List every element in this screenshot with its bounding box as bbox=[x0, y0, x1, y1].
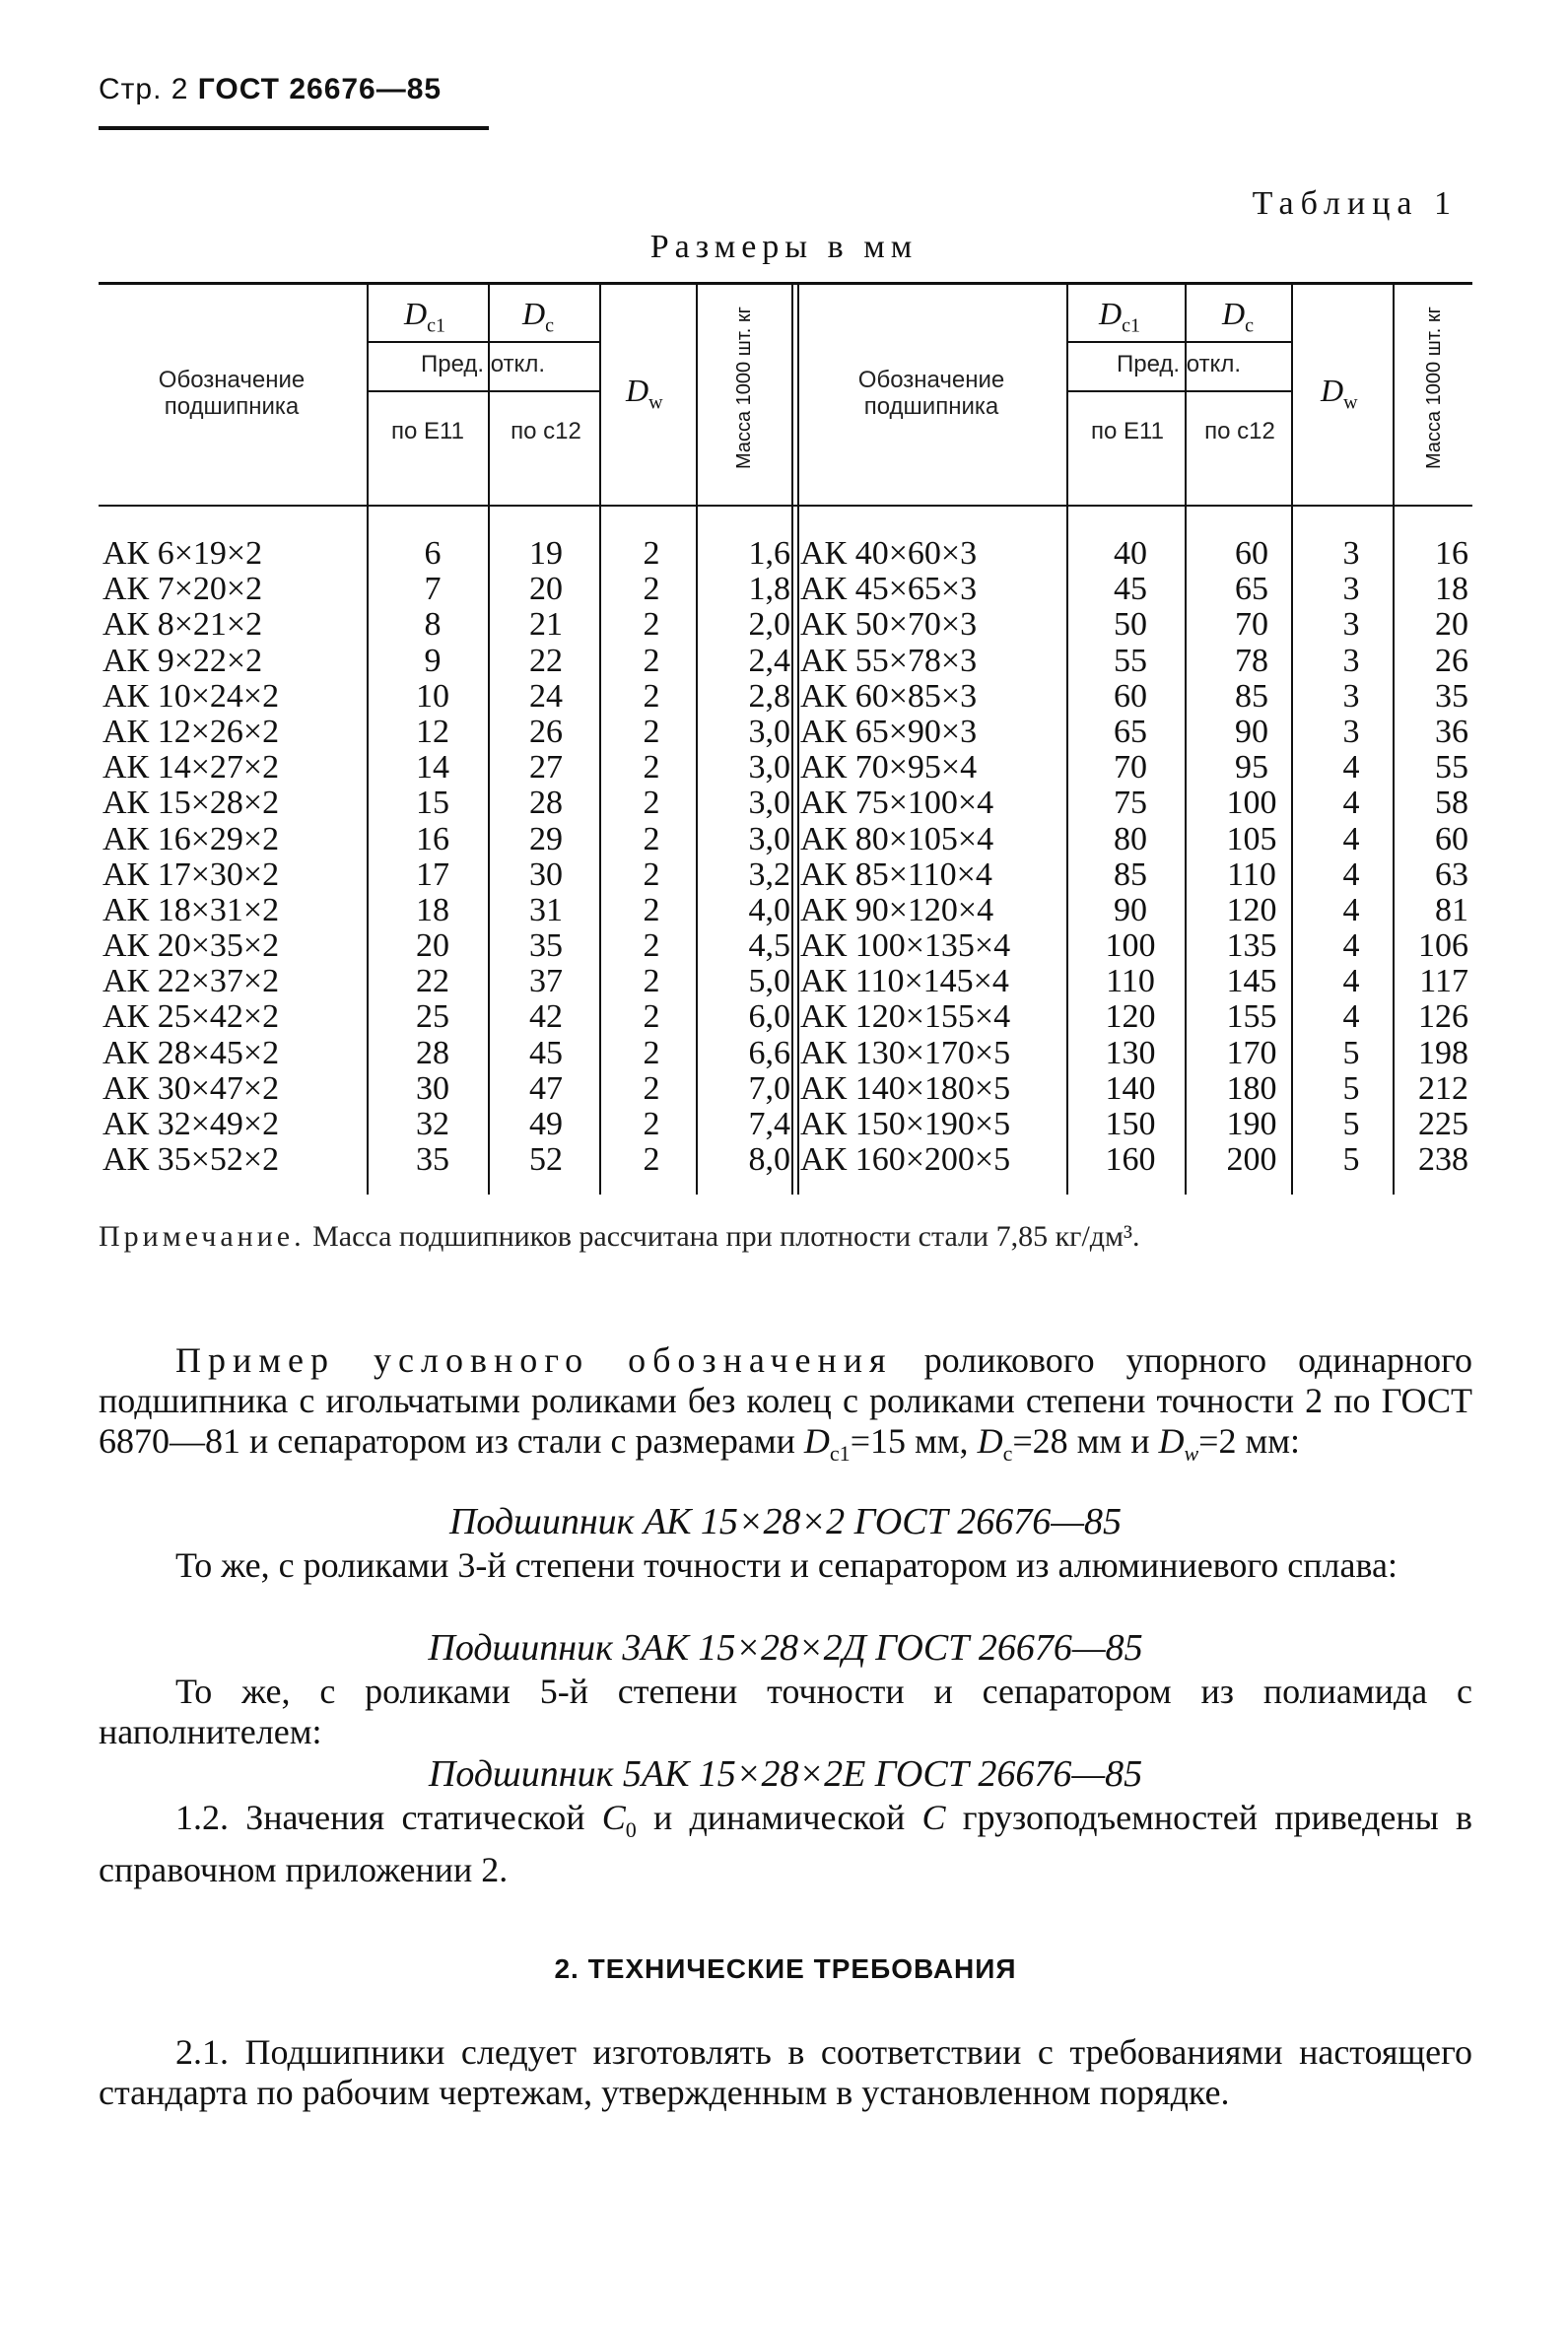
dc-value: 22 bbox=[529, 642, 563, 679]
dc-value: 49 bbox=[529, 1106, 563, 1142]
dw-value: 2 bbox=[643, 927, 660, 965]
dc1-value: 45 bbox=[1114, 571, 1147, 608]
dc1-value: 18 bbox=[416, 891, 449, 928]
dc-value: 170 bbox=[1226, 1034, 1277, 1071]
dc-value: 85 bbox=[1235, 677, 1268, 715]
dc-value: 120 bbox=[1226, 891, 1277, 928]
dw-value: 5 bbox=[1342, 1034, 1360, 1071]
dc1-value: 160 bbox=[1105, 1141, 1156, 1179]
dw-value: 2 bbox=[643, 749, 660, 786]
example-designation-1: Подшипник АК 15×28×2 ГОСТ 26676—85 bbox=[448, 1501, 1123, 1542]
designation: АК 8×21×2 bbox=[102, 606, 263, 644]
header-rule bbox=[99, 126, 489, 130]
designation: АК 14×27×2 bbox=[102, 749, 280, 786]
dw-value: 5 bbox=[1342, 1069, 1360, 1107]
designation: АК 75×100×4 bbox=[800, 785, 994, 822]
table-row bbox=[0, 750, 1568, 786]
c12-header: по c12 bbox=[1204, 418, 1275, 444]
example-paragraph-3: То же, с роликами 5-й степени точности и сепаратором из полиамида с наполнителем: bbox=[99, 1672, 1472, 1751]
dc1-value: 20 bbox=[416, 927, 449, 965]
page-header bbox=[99, 73, 442, 106]
designation: АК 85×110×4 bbox=[800, 855, 992, 893]
mass-value: 3,0 bbox=[748, 713, 790, 750]
designation: АК 7×20×2 bbox=[102, 571, 263, 608]
dc-value: 78 bbox=[1235, 642, 1268, 679]
dc-value: 29 bbox=[529, 820, 563, 857]
table-row bbox=[0, 964, 1568, 999]
designation: АК 100×135×4 bbox=[800, 927, 1011, 965]
dc-value: 90 bbox=[1235, 713, 1268, 750]
dc1-value: 22 bbox=[416, 963, 449, 1000]
dc-value: 105 bbox=[1226, 820, 1277, 857]
mass-value: 117 bbox=[1419, 963, 1468, 1000]
dw-value: 2 bbox=[643, 1141, 660, 1179]
dc1-value: 30 bbox=[416, 1069, 449, 1107]
designation: АК 120×155×4 bbox=[800, 998, 1011, 1036]
dc-value: 31 bbox=[529, 891, 563, 928]
dc1-value: 65 bbox=[1114, 713, 1147, 750]
mass-value: 1,8 bbox=[748, 571, 790, 608]
table-row bbox=[0, 679, 1568, 715]
mass-value: 126 bbox=[1418, 998, 1468, 1036]
dc-value: 27 bbox=[529, 749, 563, 786]
e11-header: по E11 bbox=[391, 418, 464, 444]
dc-value: 60 bbox=[1235, 535, 1268, 572]
mass-value: 18 bbox=[1435, 571, 1468, 608]
dw-value: 2 bbox=[643, 606, 660, 644]
designation: АК 10×24×2 bbox=[102, 677, 280, 715]
designation: АК 32×49×2 bbox=[102, 1106, 280, 1142]
designation: АК 50×70×3 bbox=[800, 606, 978, 644]
header-rule-d bbox=[367, 341, 599, 343]
mass-value: 81 bbox=[1435, 891, 1468, 928]
dw-value: 2 bbox=[643, 1034, 660, 1071]
dw-value: 2 bbox=[643, 642, 660, 679]
designation: АК 15×28×2 bbox=[102, 785, 280, 822]
table-body bbox=[0, 536, 1568, 1178]
dc1-value: 15 bbox=[416, 785, 449, 822]
example-designation-2: Подшипник 3АК 15×28×2Д ГОСТ 26676—85 bbox=[428, 1627, 1143, 1669]
dc-value: 28 bbox=[529, 785, 563, 822]
designation: АК 130×170×5 bbox=[800, 1034, 1011, 1071]
table-row bbox=[0, 607, 1568, 643]
table-units: Размеры в мм bbox=[649, 229, 919, 265]
mass-value: 2,4 bbox=[748, 642, 790, 679]
dc1-value: 75 bbox=[1114, 785, 1147, 822]
example-designation-3: Подшипник 5АК 15×28×2Е ГОСТ 26676—85 bbox=[428, 1753, 1143, 1795]
mass-value: 2,0 bbox=[748, 606, 790, 644]
dc-value: 26 bbox=[529, 713, 563, 750]
dw-value: 4 bbox=[1342, 749, 1360, 786]
mass-value: 198 bbox=[1418, 1034, 1468, 1071]
example-paragraph: Пример условного обозначения роликового упорного одинарного подшипника с игольчатыми роликами без колец с роликами степени точности 2 по ГОСТ 6870—81 и сепаратором из стали с размерами $D_{c1}=15$ мм, $D_c=28$ мм и $D_w=2$ мм: bbox=[99, 1340, 1472, 1467]
designation: АК 150×190×5 bbox=[800, 1106, 1011, 1142]
dc1-value: 120 bbox=[1105, 998, 1156, 1036]
note-text: Масса подшипников рассчитана при плотности стали 7,85 кг/дм³. bbox=[312, 1220, 1140, 1253]
mass-value: 212 bbox=[1418, 1069, 1468, 1107]
mass-value: 3,2 bbox=[748, 855, 790, 893]
dw-value: 2 bbox=[643, 963, 660, 1000]
dw-value: 3 bbox=[1342, 677, 1360, 715]
mass-value: 6,0 bbox=[748, 998, 790, 1036]
dw-value: 4 bbox=[1342, 998, 1360, 1036]
dc1-value: 14 bbox=[416, 749, 449, 786]
dw-value: 4 bbox=[1342, 820, 1360, 857]
designation: АК 160×200×5 bbox=[800, 1141, 1011, 1179]
designation: АК 9×22×2 bbox=[102, 642, 263, 679]
designation: АК 40×60×3 bbox=[800, 535, 978, 572]
dc-value: 52 bbox=[529, 1141, 563, 1179]
mass-value: 106 bbox=[1418, 927, 1468, 965]
designation: АК 18×31×2 bbox=[102, 891, 280, 928]
table-row bbox=[0, 644, 1568, 679]
header-bottom-rule bbox=[99, 505, 1472, 507]
designation: АК 17×30×2 bbox=[102, 855, 280, 893]
dw-value: 2 bbox=[643, 998, 660, 1036]
mass-value: 58 bbox=[1435, 785, 1468, 822]
tolerance-header: Пред. откл. bbox=[1116, 351, 1241, 377]
mass-header: Масса 1000 шт. кг bbox=[733, 307, 755, 469]
dc1-value: 70 bbox=[1114, 749, 1147, 786]
dc-value: 42 bbox=[529, 998, 563, 1036]
example-text-1: роликового упорного одинарного подшипника с игольчатыми роликами без колец с роликами степени точности 2 по ГОСТ 6870—81 и сепаратором из стали с размерами bbox=[99, 1340, 1472, 1461]
dw-value: 5 bbox=[1342, 1141, 1360, 1179]
mass-value: 63 bbox=[1435, 855, 1468, 893]
dc1-value: 10 bbox=[416, 677, 449, 715]
dw-header: $D_w$ bbox=[1321, 373, 1358, 414]
dw-value: 2 bbox=[643, 677, 660, 715]
dw-value: 2 bbox=[643, 785, 660, 822]
dw-value: 2 bbox=[643, 1106, 660, 1142]
dc-value: 35 bbox=[529, 927, 563, 965]
dw-value: 3 bbox=[1342, 713, 1360, 750]
page-number: Стр. 2 bbox=[99, 73, 189, 105]
dc-value: 19 bbox=[529, 535, 563, 572]
e11-header: по E11 bbox=[1091, 418, 1164, 444]
designation: АК 70×95×4 bbox=[800, 749, 978, 786]
dc-value: 21 bbox=[529, 606, 563, 644]
table-top-rule bbox=[99, 282, 1472, 285]
designation: АК 35×52×2 bbox=[102, 1141, 280, 1179]
table-row bbox=[0, 822, 1568, 857]
designation: АК 60×85×3 bbox=[800, 677, 978, 715]
note-lead: Примечание. bbox=[99, 1220, 306, 1253]
table-row bbox=[0, 999, 1568, 1035]
dw-value: 4 bbox=[1342, 891, 1360, 928]
dw-value: 4 bbox=[1342, 785, 1360, 822]
dc1-value: 80 bbox=[1114, 820, 1147, 857]
table-row bbox=[0, 715, 1568, 750]
dc-value: 95 bbox=[1235, 749, 1268, 786]
designation: АК 28×45×2 bbox=[102, 1034, 280, 1071]
dc1-value: 90 bbox=[1114, 891, 1147, 928]
dc1-value: 35 bbox=[416, 1141, 449, 1179]
dc1-value: 40 bbox=[1114, 535, 1147, 572]
dw-value: 3 bbox=[1342, 571, 1360, 608]
mass-value: 3,0 bbox=[748, 749, 790, 786]
mass-value: 4,0 bbox=[748, 891, 790, 928]
dw-value: 2 bbox=[643, 820, 660, 857]
table-row bbox=[0, 857, 1568, 893]
dw-value: 2 bbox=[643, 571, 660, 608]
designation: АК 25×42×2 bbox=[102, 998, 280, 1036]
dw-value: 2 bbox=[643, 713, 660, 750]
dc1-value: 150 bbox=[1105, 1106, 1156, 1142]
header-rule-d bbox=[1066, 341, 1291, 343]
dc1-value: 32 bbox=[416, 1106, 449, 1142]
dc-value: 65 bbox=[1235, 571, 1268, 608]
dc-value: 190 bbox=[1226, 1106, 1277, 1142]
section-2-title: 2. ТЕХНИЧЕСКИЕ ТРЕБОВАНИЯ bbox=[554, 1953, 1017, 1984]
dc-value: 145 bbox=[1226, 963, 1277, 1000]
mass-value: 26 bbox=[1435, 642, 1468, 679]
dw-value: 4 bbox=[1342, 927, 1360, 965]
dc1-value: 7 bbox=[424, 571, 442, 608]
c12-header: по c12 bbox=[511, 418, 581, 444]
dw-value: 3 bbox=[1342, 642, 1360, 679]
dc1-value: 55 bbox=[1114, 642, 1147, 679]
mass-value: 3,0 bbox=[748, 820, 790, 857]
mass-value: 55 bbox=[1435, 749, 1468, 786]
table-note bbox=[99, 1218, 1472, 1256]
table-row bbox=[0, 786, 1568, 821]
dw-value: 4 bbox=[1342, 963, 1360, 1000]
dc-value: 70 bbox=[1235, 606, 1268, 644]
header-rule-tol bbox=[367, 390, 599, 392]
mass-value: 35 bbox=[1435, 677, 1468, 715]
dc1-value: 110 bbox=[1106, 963, 1155, 1000]
designation: АК 16×29×2 bbox=[102, 820, 280, 857]
designation: АК 6×19×2 bbox=[102, 535, 263, 572]
designation: АК 12×26×2 bbox=[102, 713, 280, 750]
table-row bbox=[0, 572, 1568, 607]
dc-value: 135 bbox=[1226, 927, 1277, 965]
dc1-value: 130 bbox=[1105, 1034, 1156, 1071]
mass-value: 7,0 bbox=[748, 1069, 790, 1107]
dw-value: 4 bbox=[1342, 855, 1360, 893]
dc-value: 110 bbox=[1227, 855, 1276, 893]
dc1-header: $D_{c1}$ bbox=[1099, 296, 1140, 337]
table-row bbox=[0, 893, 1568, 928]
mass-value: 20 bbox=[1435, 606, 1468, 644]
dc-value: 30 bbox=[529, 855, 563, 893]
dc1-value: 140 bbox=[1105, 1069, 1156, 1107]
mass-value: 8,0 bbox=[748, 1141, 790, 1179]
dc1-value: 12 bbox=[416, 713, 449, 750]
dc1-value: 16 bbox=[416, 820, 449, 857]
dc-value: 100 bbox=[1226, 785, 1277, 822]
table-row bbox=[0, 928, 1568, 964]
dc-header: $D_c$ bbox=[1222, 296, 1254, 337]
dc-value: 20 bbox=[529, 571, 563, 608]
mass-value: 2,8 bbox=[748, 677, 790, 715]
designation: АК 90×120×4 bbox=[800, 891, 994, 928]
dc1-value: 50 bbox=[1114, 606, 1147, 644]
dc1-value: 100 bbox=[1105, 927, 1156, 965]
dc-value: 47 bbox=[529, 1069, 563, 1107]
example-lead: Пример условного обозначения bbox=[175, 1340, 893, 1380]
dc1-value: 9 bbox=[424, 642, 442, 679]
designation: АК 30×47×2 bbox=[102, 1069, 280, 1107]
tolerance-header: Пред. откл. bbox=[420, 351, 545, 377]
dw-value: 3 bbox=[1342, 535, 1360, 572]
dw-value: 2 bbox=[643, 891, 660, 928]
dw-value: 2 bbox=[643, 855, 660, 893]
dw-header: $D_w$ bbox=[626, 373, 663, 414]
dc1-value: 25 bbox=[416, 998, 449, 1036]
dc1-value: 60 bbox=[1114, 677, 1147, 715]
mass-value: 5,0 bbox=[748, 963, 790, 1000]
designation: АК 80×105×4 bbox=[800, 820, 994, 857]
dw-value: 5 bbox=[1342, 1106, 1360, 1142]
dw-value: 2 bbox=[643, 1069, 660, 1107]
dc-value: 180 bbox=[1226, 1069, 1277, 1107]
dc-value: 200 bbox=[1226, 1141, 1277, 1179]
dc1-header: $D_{c1}$ bbox=[404, 296, 445, 337]
mass-value: 4,5 bbox=[748, 927, 790, 965]
dc1-value: 85 bbox=[1114, 855, 1147, 893]
dc-header: $D_c$ bbox=[522, 296, 554, 337]
designation: АК 45×65×3 bbox=[800, 571, 978, 608]
mass-value: 1,6 bbox=[748, 535, 790, 572]
designation: АК 110×145×4 bbox=[800, 963, 1009, 1000]
mass-value: 238 bbox=[1418, 1141, 1468, 1179]
dc-value: 45 bbox=[529, 1034, 563, 1071]
designation-header: Обозначение подшипника bbox=[857, 367, 1005, 420]
designation: АК 140×180×5 bbox=[800, 1069, 1011, 1107]
dc-value: 37 bbox=[529, 963, 563, 1000]
mass-value: 225 bbox=[1418, 1106, 1468, 1142]
mass-value: 36 bbox=[1435, 713, 1468, 750]
table-row bbox=[0, 536, 1568, 572]
table-row bbox=[0, 1036, 1568, 1071]
dc1-value: 8 bbox=[424, 606, 442, 644]
header-rule-tol bbox=[1066, 390, 1291, 392]
designation-header: Обозначение подшипника bbox=[158, 367, 306, 420]
mass-value: 60 bbox=[1435, 820, 1468, 857]
dc1-value: 28 bbox=[416, 1034, 449, 1071]
designation: АК 55×78×3 bbox=[800, 642, 978, 679]
table-row bbox=[0, 1107, 1568, 1142]
dw-value: 3 bbox=[1342, 606, 1360, 644]
dc-value: 155 bbox=[1226, 998, 1277, 1036]
mass-value: 7,4 bbox=[748, 1106, 790, 1142]
table-label: Таблица 1 bbox=[1252, 185, 1458, 222]
table-row bbox=[0, 1142, 1568, 1178]
dc1-value: 6 bbox=[424, 535, 442, 572]
example-paragraph-2: То же, с роликами 3-й степени точности и сепаратором из алюминиевого сплава: bbox=[175, 1545, 1398, 1585]
dc-value: 24 bbox=[529, 677, 563, 715]
table-row bbox=[0, 1071, 1568, 1107]
dw-value: 2 bbox=[643, 535, 660, 572]
clause-2-1: 2.1. Подшипники следует изготовлять в соответствии с требованиями настоящего стандарта по рабочим чертежам, утвержденным в установленном порядке. bbox=[99, 2032, 1472, 2112]
mass-value: 6,6 bbox=[748, 1034, 790, 1071]
standard-number: ГОСТ 26676—85 bbox=[197, 73, 443, 105]
mass-value: 3,0 bbox=[748, 785, 790, 822]
dc1-value: 17 bbox=[416, 855, 449, 893]
designation: АК 20×35×2 bbox=[102, 927, 280, 965]
mass-header: Масса 1000 шт. кг bbox=[1423, 307, 1445, 469]
clause-1-2: 1.2. Значения статической $C_0$ и динамической C грузоподъемностей приведены в справочном приложении 2. bbox=[99, 1798, 1473, 1890]
mass-value: 16 bbox=[1435, 535, 1468, 572]
designation: АК 22×37×2 bbox=[102, 963, 280, 1000]
designation: АК 65×90×3 bbox=[800, 713, 978, 750]
